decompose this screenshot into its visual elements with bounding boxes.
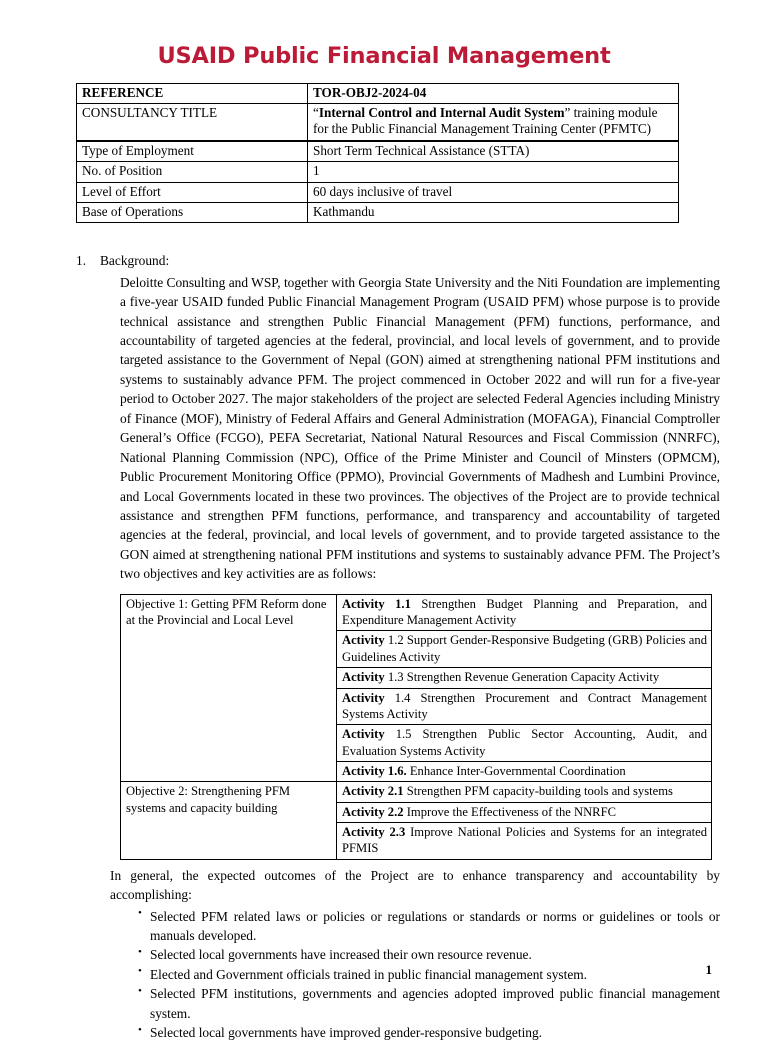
activity-2-2-text: Improve the Effectiveness of the NNRFC <box>403 804 616 819</box>
table-row <box>77 83 679 103</box>
quote-close: ” <box>564 105 571 121</box>
list-item: • Selected local governments have increased their own resource revenue. <box>138 945 720 964</box>
info-table-body <box>77 83 679 223</box>
activity-1-6-text: Enhance Inter-Governmental Coordination <box>406 763 626 778</box>
outcomes-intro-paragraph: In general, the expected outcomes of the Project are to enhance transparency and accountability by accomplishing: <box>110 867 720 903</box>
page-title: USAID Public Financial Management <box>157 43 611 69</box>
consultancy-title-rest: training module for the Public Financial Management Training Center (PFMTC) <box>313 105 658 137</box>
list-item: • Elected and Government officials trained in public financial management system. <box>138 965 720 984</box>
activity-1-1 <box>337 594 712 631</box>
activity-1-3-text: 1.3 Strengthen Revenue Generation Capacity Activity <box>384 670 660 685</box>
outcomes-section <box>0 866 768 1043</box>
info-label-consultancy-title: CONSULTANCY TITLE <box>77 104 308 141</box>
activity-1-3-label: Activity <box>342 670 385 685</box>
activity-2-1-label: Activity 2.1 <box>342 784 404 799</box>
activity-1-1-label: Activity 1.1 <box>342 596 411 611</box>
info-value-base-of-operations: Kathmandu <box>308 202 679 222</box>
activity-2-1 <box>337 782 712 802</box>
activity-1-5 <box>337 725 712 762</box>
activity-1-2-text: 1.2 Support Gender-Responsive Budgeting (GRB) Policies and Guidelines Activity <box>342 633 707 664</box>
info-value-reference: TOR-OBJ2-2024-04 <box>308 83 679 103</box>
activity-1-2-label: Activity <box>342 633 385 648</box>
table-row <box>121 594 712 631</box>
consultancy-info-table <box>76 83 679 224</box>
objective-2-title: Objective 2: Strengthening PFM systems and capacity building <box>121 782 337 859</box>
quote-open: “ <box>313 105 319 121</box>
activity-1-1-text: Strengthen Budget Planning and Preparation, and Expenditure Management Activity <box>342 596 707 628</box>
info-value-consultancy-title <box>308 104 679 141</box>
activity-1-5-text: 1.5 Strengthen Public Sector Accounting, Audit, and Evaluation Systems Activity <box>342 727 707 758</box>
info-value-level-of-effort: 60 days inclusive of travel <box>308 182 679 202</box>
objectives-activities-table <box>120 594 712 860</box>
objectives-table-wrapper <box>0 594 768 860</box>
activity-2-2-label: Activity 2.2 <box>342 804 404 819</box>
info-label-reference: REFERENCE <box>77 83 308 103</box>
section-number: 1. <box>76 253 87 269</box>
list-item: • Selected local governments have improved gender-responsive budgeting. <box>138 1023 720 1042</box>
table-row <box>77 182 679 202</box>
table-row <box>77 104 679 141</box>
activity-2-2 <box>337 802 712 822</box>
objectives-table-body <box>121 594 712 859</box>
activity-2-3 <box>337 823 712 860</box>
list-item: • Selected PFM institutions, governments and agencies adopted improved public financial management system. <box>138 984 720 1023</box>
activity-1-6 <box>337 761 712 781</box>
activity-2-3-text: Improve National Policies and Systems for an integrated PFMIS <box>342 825 707 856</box>
section-heading-label: Background: <box>100 253 170 269</box>
activity-1-2 <box>337 631 712 668</box>
info-label-type-of-employment: Type of Employment <box>77 141 308 162</box>
list-item: • Selected PFM related laws or policies or regulations or standards or norms or guidelines or tools or manuals developed. <box>138 907 720 946</box>
activity-1-6-label: Activity 1.6. <box>342 763 407 778</box>
activity-1-4 <box>337 688 712 725</box>
consultancy-title-bold: Internal Control and Internal Audit System <box>318 105 565 121</box>
info-label-base-of-operations: Base of Operations <box>77 202 308 222</box>
activity-1-5-label: Activity <box>342 727 385 742</box>
activity-1-4-text: 1.4 Strengthen Procurement and Contract Management Systems Activity <box>342 690 707 721</box>
objective-1-title: Objective 1: Getting PFM Reform done at the Provincial and Local Level <box>121 594 337 782</box>
activity-2-1-text: Strengthen PFM capacity-building tools and systems <box>403 784 673 799</box>
info-value-no-of-position: 1 <box>308 162 679 182</box>
background-paragraph: Deloitte Consulting and WSP, together with Georgia State University and the Niti Foundation are implementing a five-year USAID funded Public Financial Management Program (USAID PFM) whose purpose is to provide technical assistance and strengthen Public Financial Management (PFM) functions, performance, and accountability of targeted agencies at the federal, provincial, and local levels of government, and to provide targeted assistance to the Government of Nepal (GON) aimed at strengthening national PFM institutions and systems to sustainably advance PFM. The project commenced in October 2022 and will run for a five-year period to October 2027. The major stakeholders of the project are selected Federal Agencies including Ministry of Finance (MOF), Ministry of Federal Affairs and General Administration (MOFAGA), Financial Comptroller General’s Office (FCGO), PEFA Secretariat, National Natural Resources and Fiscal Commission (NNRFC), National Planning Commission (NPC), Office of the Prime Minister and Council of Minsters (OPMCM), Public Procurement Monitoring Office (PPMO), Provincial Governments of Madhesh and Lumbini Province, and Local Governments located in these two provinces. The objectives of the Project are to provide technical assistance and strengthen PFM functions, performance, and transparency and accountability of targeted agencies at the federal, provincial, and local levels of government, and to provide targeted assistance to the GON aimed at strengthening national PFM institutions and systems to sustainably advance PFM. The Project’s two objectives and key activities are as follows: <box>120 274 720 582</box>
page-number: 1 <box>705 962 712 977</box>
table-row <box>77 202 679 222</box>
info-label-level-of-effort: Level of Effort <box>77 182 308 202</box>
activity-1-3 <box>337 668 712 688</box>
info-value-type-of-employment: Short Term Technical Assistance (STTA) <box>308 141 679 162</box>
info-label-no-of-position: No. of Position <box>77 162 308 182</box>
outcomes-list <box>110 907 720 1043</box>
table-row <box>121 782 712 802</box>
table-row <box>77 141 679 162</box>
section-heading-background <box>76 251 720 270</box>
activity-1-4-label: Activity <box>342 690 385 705</box>
table-row <box>77 162 679 182</box>
activity-2-3-label: Activity 2.3 <box>342 825 406 840</box>
background-section <box>0 251 768 583</box>
